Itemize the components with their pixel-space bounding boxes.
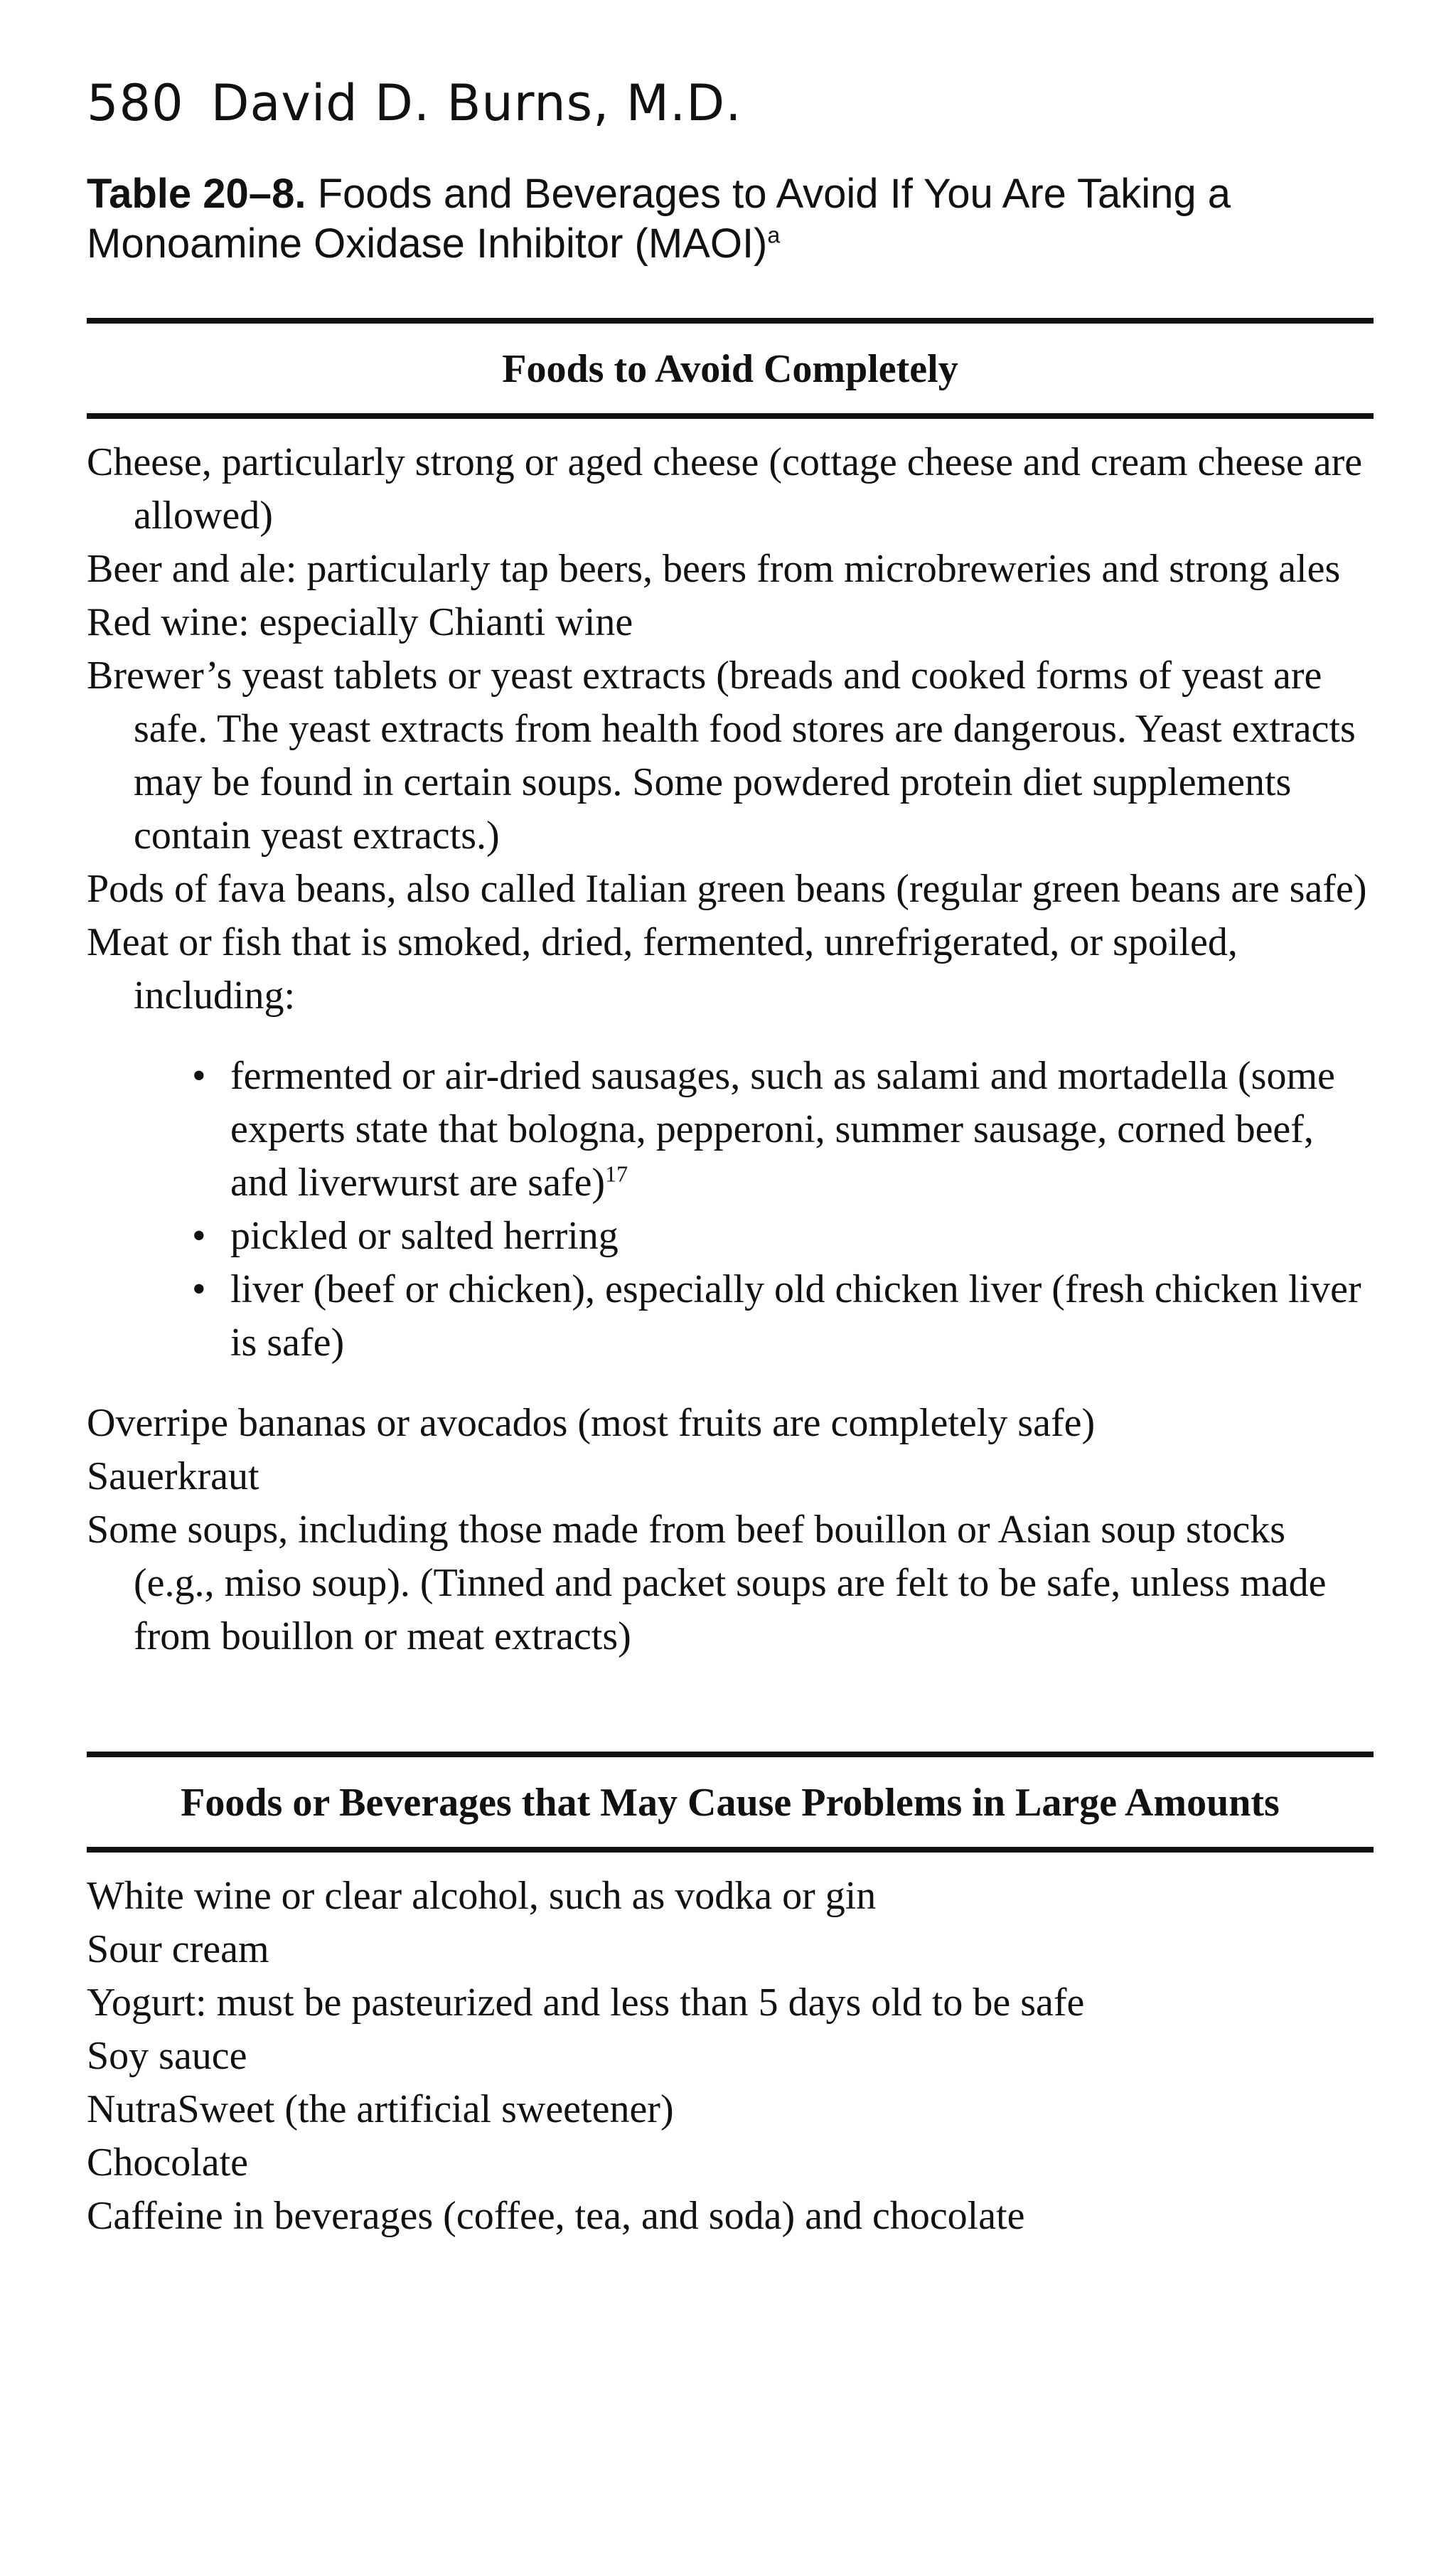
- section-large-amounts: [87, 1752, 1374, 2243]
- list-item: Sour cream: [87, 1927, 269, 1972]
- list-item: Brewer’s yeast tablets or yeast extracts (breads and cooked forms of yeast are safe. The yeast extracts from health food stores are dangerous. Yeast extracts may be found in certain soups. Some powdered protein diet supplements contain yeast extracts.): [87, 654, 1356, 858]
- section-bottom-rule: [87, 413, 1374, 419]
- list-item: Pods of fava beans, also called Italian green beans (regular green beans are safe): [87, 867, 1367, 912]
- list-item: White wine or clear alcohol, such as vodka or gin: [87, 1874, 877, 1919]
- table-label: Table 20–8.: [87, 171, 306, 217]
- section-avoid-completely: [87, 318, 1374, 1663]
- list-item: Red wine: especially Chianti wine: [87, 600, 633, 645]
- running-head: [87, 74, 1374, 132]
- table-footnote-marker: a: [767, 222, 781, 248]
- sub-list-item: [134, 1263, 1374, 1370]
- book-page: [87, 74, 1374, 2243]
- running-head-author: David D. Burns, M.D.: [210, 74, 742, 132]
- sub-list-item-text: pickled or salted herring: [230, 1214, 619, 1259]
- section-top-rule: [87, 1752, 1374, 1757]
- list-item: Overripe bananas or avocados (most fruits are completely safe): [87, 1401, 1096, 1446]
- table-title: Foods and Beverages to Avoid If You Are Taking a Monoamine Oxidase Inhibitor (MAOI): [87, 171, 1231, 267]
- list-item: Soy sauce: [87, 2034, 247, 2079]
- sub-list-item-text: liver (beef or chicken), especially old chicken liver (fresh chicken liver is safe): [230, 1267, 1361, 1365]
- sub-list-item: [134, 1210, 1374, 1263]
- food-list: [87, 1853, 1374, 2243]
- reference-marker: 17: [605, 1161, 628, 1187]
- bullet: •: [192, 1267, 206, 1312]
- food-list: [87, 419, 1374, 1663]
- bullet: •: [192, 1054, 206, 1099]
- page-number: 580: [87, 74, 184, 132]
- list-item: NutraSweet (the artificial sweetener): [87, 2087, 674, 2132]
- section-heading: Foods or Beverages that May Cause Problems in Large Amounts: [181, 1781, 1280, 1826]
- list-item: [87, 916, 1374, 1370]
- list-item: Some soups, including those made from beef bouillon or Asian soup stocks (e.g., miso soup). (Tinned and packet soups are felt to be safe, unless made from bouillon or meat extracts): [87, 1508, 1327, 1659]
- sub-list-item-text: fermented or air-dried sausages, such as salami and mortadella (some experts state that bologna, pepperoni, summer sausage, corned beef, and liverwurst are safe): [230, 1054, 1335, 1205]
- list-item: Caffeine in beverages (coffee, tea, and soda) and chocolate: [87, 2194, 1025, 2239]
- meat-fish-sub-list: [134, 1050, 1374, 1370]
- section-heading: Foods to Avoid Completely: [502, 347, 958, 392]
- section-top-rule: [87, 318, 1374, 324]
- list-item: Sauerkraut: [87, 1454, 259, 1499]
- section-bottom-rule: [87, 1847, 1374, 1853]
- list-item-text: Meat or fish that is smoked, dried, fermented, unrefrigerated, or spoiled, including:: [87, 920, 1238, 1018]
- list-item: Cheese, particularly strong or aged cheese (cottage cheese and cream cheese are allowed): [87, 440, 1363, 538]
- table-caption: [87, 169, 1374, 268]
- list-item: Beer and ale: particularly tap beers, beers from microbreweries and strong ales: [87, 547, 1341, 592]
- sub-list-item: [134, 1050, 1374, 1210]
- list-item: Chocolate: [87, 2141, 249, 2185]
- bullet: •: [192, 1214, 206, 1259]
- list-item: Yogurt: must be pasteurized and less than 5 days old to be safe: [87, 1981, 1085, 2025]
